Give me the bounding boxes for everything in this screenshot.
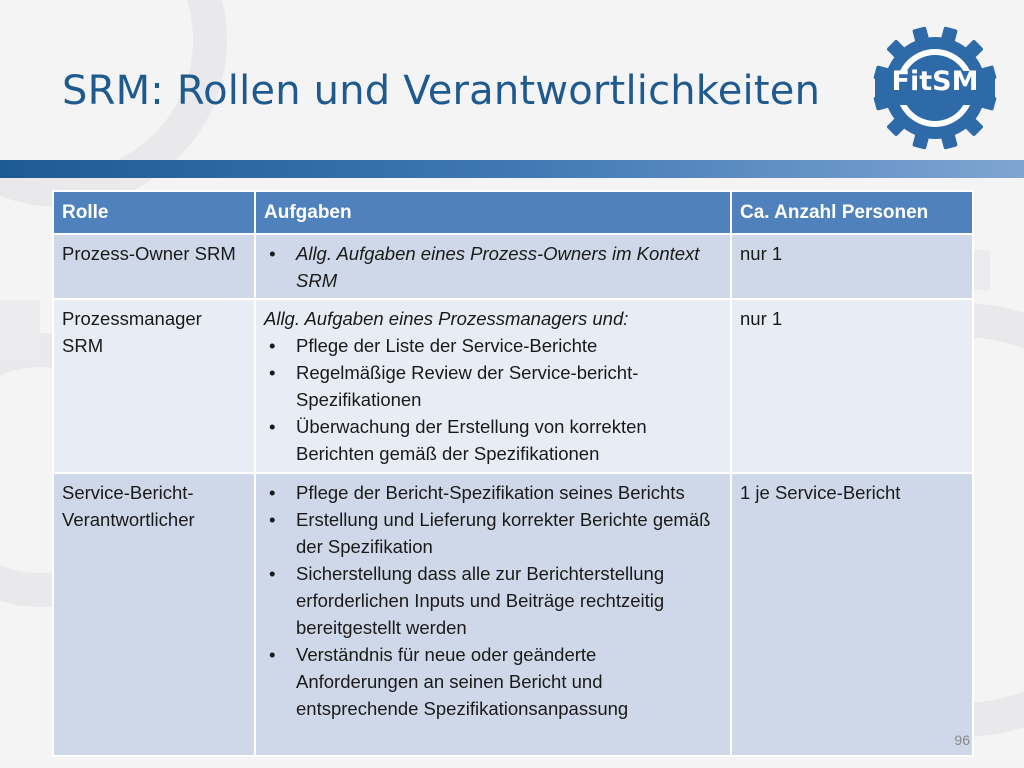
tasks-cell [255,234,731,299]
task-item: • Pflege der Liste der Service-Berichte [264,332,722,359]
task-item: • Pflege der Bericht-Spezifikation seines Berichts [264,479,722,506]
count-cell: nur 1 [731,234,973,299]
page-number: 96 [954,732,970,748]
tasks-cell [255,299,731,473]
roles-table [52,190,974,757]
task-item: • Regelmäßige Review der Service-bericht-Spezifikationen [264,359,722,413]
page-title: SRM: Rollen und Verantwortlichkeiten [62,68,821,114]
role-cell: Service-Bericht-Verantwortlicher [53,473,255,756]
table-row [53,299,973,473]
task-list [264,240,722,294]
table-row [53,234,973,299]
tasks-cell [255,473,731,756]
task-item: • Allg. Aufgaben eines Prozess-Owners im Kontext SRM [264,240,722,294]
header-banner [0,160,1024,178]
task-item: • Sicherstellung dass alle zur Berichterstellung erforderlichen Inputs und Beiträge rechtzeitig bereitgestellt werden [264,560,722,641]
count-cell: 1 je Service-Bericht [731,473,973,756]
header-count: Ca. Anzahl Personen [731,191,973,234]
task-item: • Erstellung und Lieferung korrekter Berichte gemäß der Spezifikation [264,506,722,560]
count-cell: nur 1 [731,299,973,473]
role-cell: Prozessmanager SRM [53,299,255,473]
tasks-intro: Allg. Aufgaben eines Prozessmanagers und: [264,308,629,329]
logo-wordmark: FitSM [891,66,979,97]
header-role: Rolle [53,191,255,234]
role-cell: Prozess-Owner SRM [53,234,255,299]
header-tasks: Aufgaben [255,191,731,234]
table-row [53,473,973,756]
task-list [264,479,722,722]
task-item: • Verständnis für neue oder geänderte Anforderungen an seinen Bericht und entsprechende Spezifikationsanpassung [264,641,722,722]
table-header-row [53,191,973,234]
task-list [264,332,722,467]
task-item: • Überwachung der Erstellung von korrekten Berichten gemäß der Spezifikationen [264,413,722,467]
